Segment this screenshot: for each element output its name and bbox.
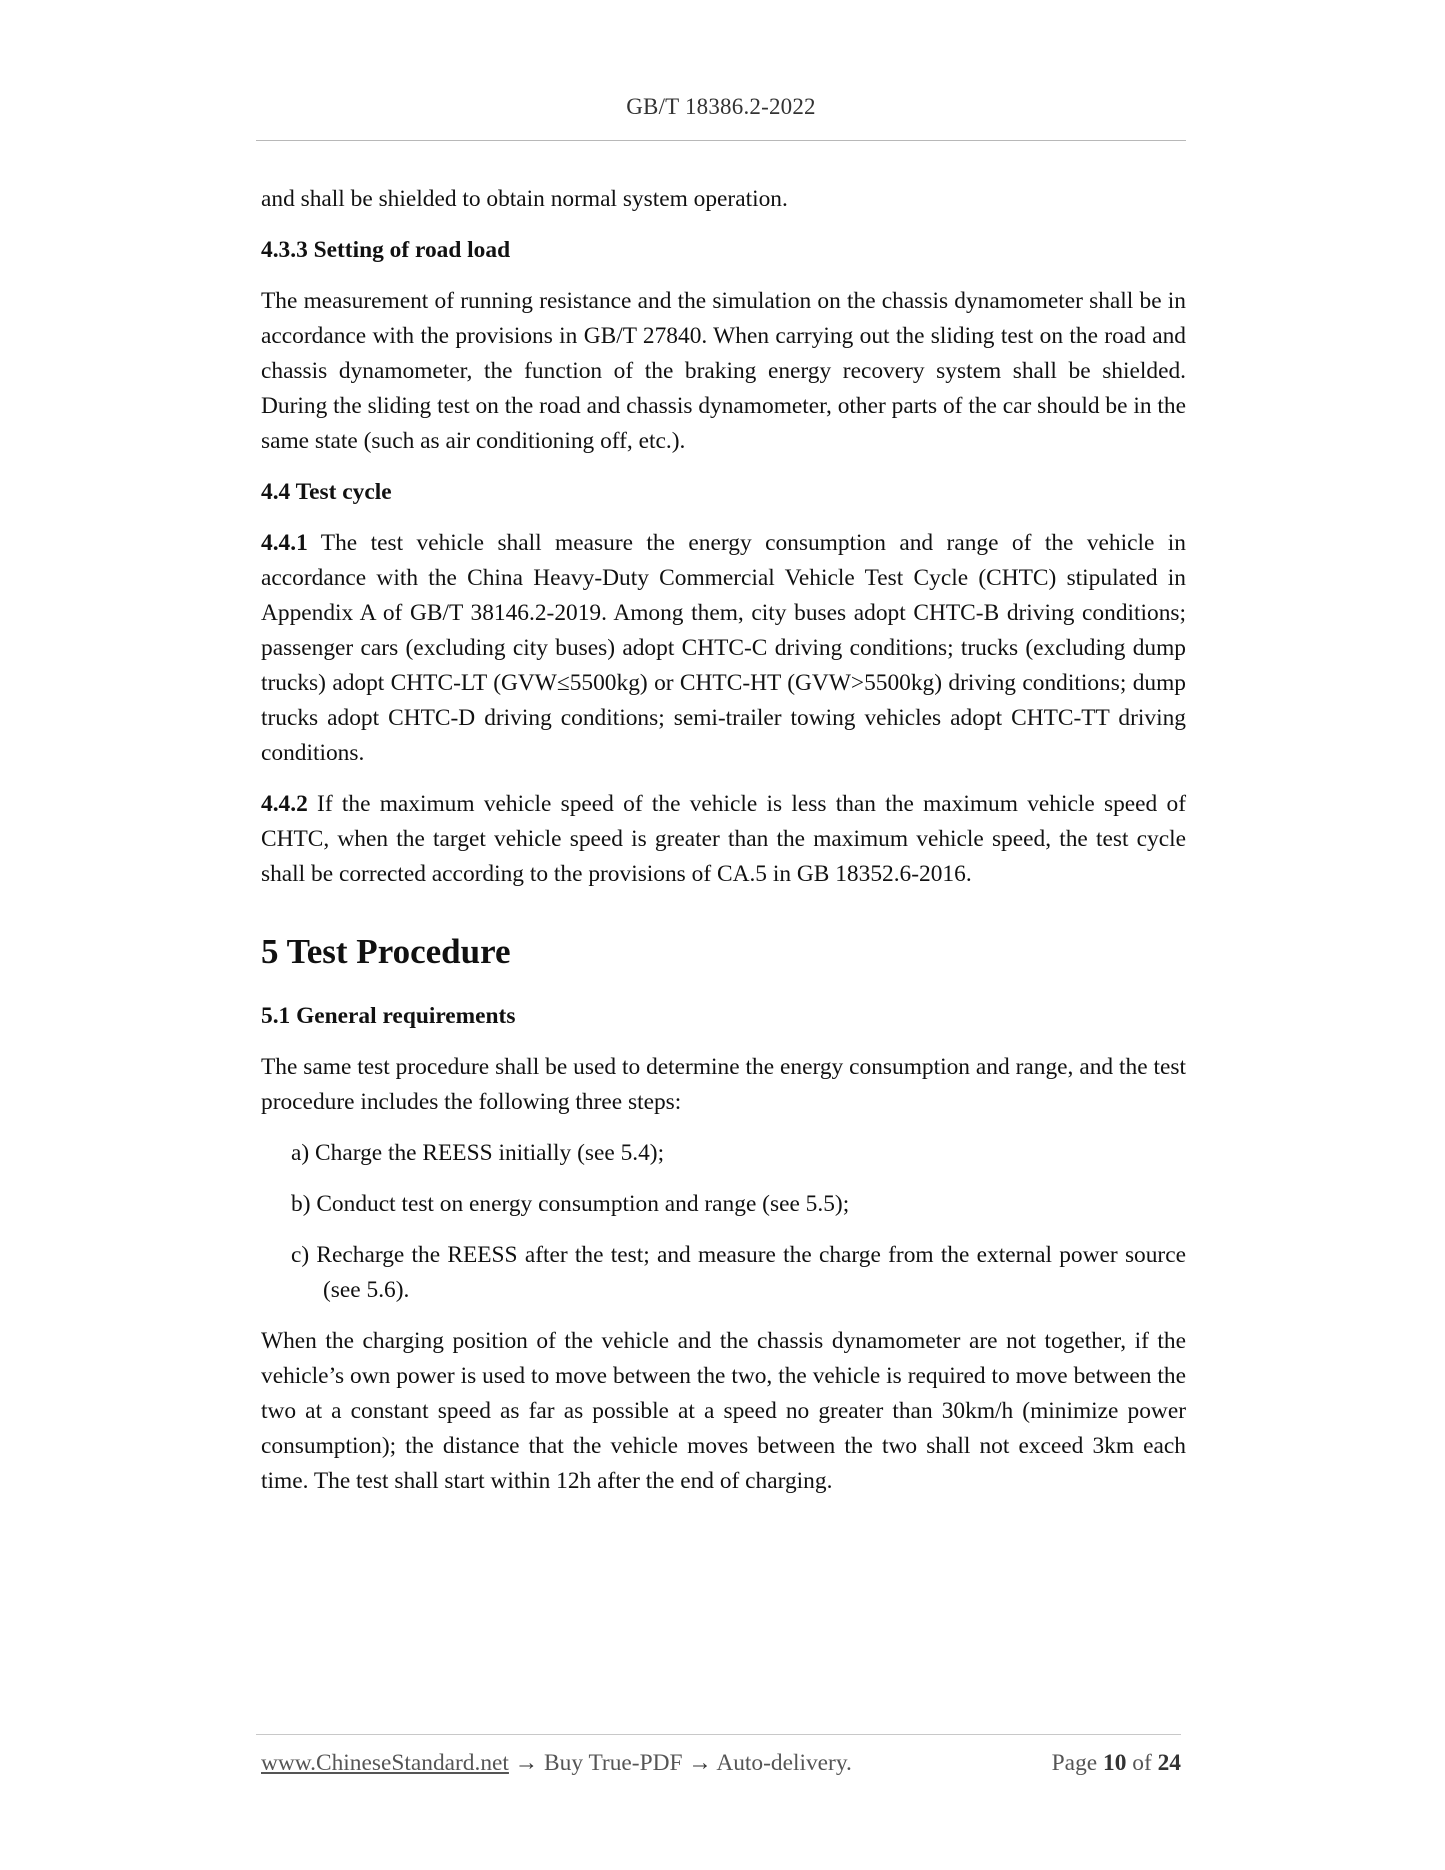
heading-section-5: 5 Test Procedure bbox=[261, 932, 511, 971]
header-divider bbox=[256, 140, 1186, 141]
auto-delivery-text: Auto-delivery. bbox=[716, 1750, 852, 1776]
total-page-count: 24 bbox=[1157, 1750, 1181, 1776]
document-header-title: GB/T 18386.2-2022 bbox=[626, 94, 816, 119]
footer-divider bbox=[256, 1734, 1181, 1735]
list-item: a) Charge the REESS initially (see 5.4); bbox=[291, 1140, 665, 1166]
page-content bbox=[261, 182, 1186, 1499]
paragraph-4-4-2 bbox=[261, 787, 1186, 892]
continuation-paragraph: and shall be shielded to obtain normal system operation. bbox=[261, 186, 788, 212]
list-item: b) Conduct test on energy consumption and range (see 5.5); bbox=[291, 1191, 850, 1217]
heading-5-1: 5.1 General requirements bbox=[261, 1003, 516, 1029]
heading-4-4: 4.4 Test cycle bbox=[261, 479, 392, 505]
current-page-number: 10 bbox=[1103, 1750, 1127, 1776]
page-footer bbox=[261, 1750, 1181, 1786]
site-link[interactable]: www.ChineseStandard.net bbox=[261, 1750, 509, 1776]
buy-true-pdf-text: Buy True-PDF bbox=[544, 1750, 683, 1776]
of-label: of bbox=[1132, 1750, 1152, 1776]
page-label: Page bbox=[1051, 1750, 1098, 1776]
clause-number-4-4-2: 4.4.2 bbox=[261, 791, 308, 817]
paragraph-4-3-3: The measurement of running resistance and the simulation on the chassis dynamometer shall be in accordance with the provisions in GB/T 27840. When carrying out the sliding test on the road and chassis dynamometer, the function of the braking energy recovery system shall be shielded. During the sliding test on the road and chassis dynamometer, other parts of the car should be in the same state (such as air conditioning off, etc.). bbox=[261, 288, 1186, 454]
paragraph-4-4-1 bbox=[261, 526, 1186, 771]
paragraph-charging-position: When the charging position of the vehicle and the chassis dynamometer are not together, if the vehicle’s own power is used to move between the two, the vehicle is required to move between the two at a constant speed as far as possible at a speed no greater than 30km/h (minimize power consumption); the distance that the vehicle moves between the two shall not exceed 3km each time. The test shall start within 12h after the end of charging. bbox=[261, 1328, 1186, 1494]
paragraph-5-1: The same test procedure shall be used to determine the energy consumption and range, and the test procedure includes the following three steps: bbox=[261, 1054, 1186, 1115]
arrow-right-icon: → bbox=[514, 1750, 539, 1776]
clause-text-4-4-1: The test vehicle shall measure the energy consumption and range of the vehicle in accordance with the China Heavy-Duty Commercial Vehicle Test Cycle (CHTC) stipulated in Appendix A of GB/T 38146.2-2019. Among them, city buses adopt CHTC-B driving conditions; passenger cars (excluding city buses) adopt CHTC-C driving conditions; trucks (excluding dump trucks) adopt CHTC-LT (GVW≤5500kg) or CHTC-HT (GVW>5500kg) driving conditions; dump trucks adopt CHTC-D driving conditions; semi-trailer towing vehicles adopt CHTC-TT driving conditions. bbox=[261, 530, 1186, 766]
footer-links bbox=[261, 1750, 852, 1777]
page-number bbox=[1052, 1750, 1181, 1777]
arrow-right-icon: → bbox=[688, 1750, 712, 1776]
heading-4-3-3: 4.3.3 Setting of road load bbox=[261, 237, 511, 263]
clause-number-4-4-1: 4.4.1 bbox=[261, 530, 308, 556]
list-item: c) Recharge the REESS after the test; and measure the charge from the external power source (see 5.6). bbox=[291, 1242, 1186, 1303]
clause-text-4-4-2: If the maximum vehicle speed of the vehicle is less than the maximum vehicle speed of CHTC, when the target vehicle speed is greater than the maximum vehicle speed, the test cycle shall be corrected according to the provisions of CA.5 in GB 18352.6-2016. bbox=[261, 791, 1186, 887]
